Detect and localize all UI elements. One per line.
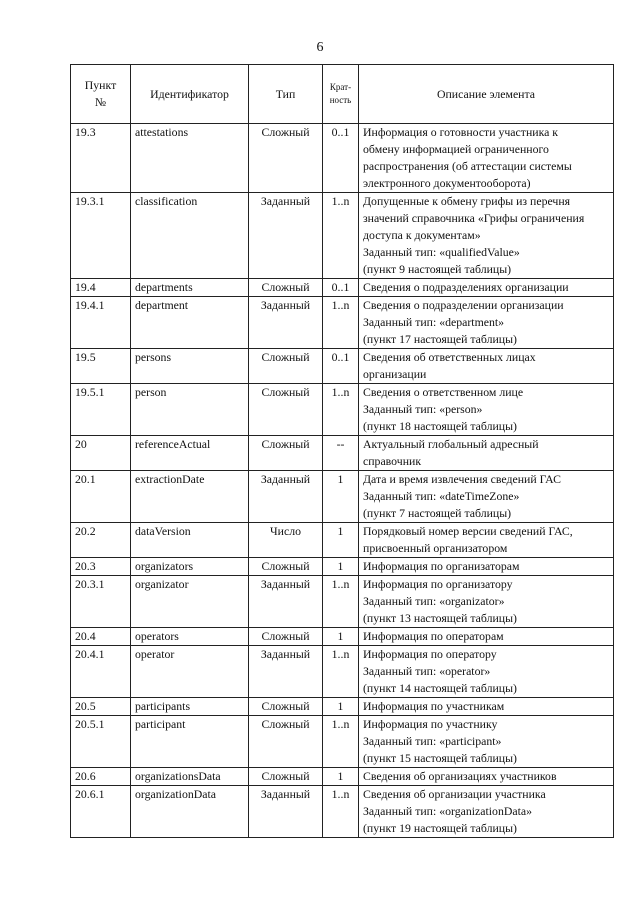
row-multiplicity-cell: -- (323, 436, 359, 471)
row-multiplicity-cell: 0..1 (323, 349, 359, 384)
row-number-cell: 19.5.1 (71, 384, 131, 436)
description-line: (пункт 17 настоящей таблицы) (363, 332, 517, 346)
row-description-cell (359, 471, 614, 523)
row-identifier-cell: department (131, 297, 249, 349)
row-multiplicity-cell: 1..n (323, 384, 359, 436)
description-line: электронного документооборота) (363, 176, 531, 190)
row-type-cell: Сложный (249, 436, 323, 471)
row-number-cell: 19.3 (71, 124, 131, 193)
row-type-cell: Число (249, 523, 323, 558)
row-multiplicity-cell: 1..n (323, 576, 359, 628)
description-line: Актуальный глобальный адресный (363, 437, 539, 451)
header-multiplicity (323, 65, 359, 124)
description-line: (пункт 9 настоящей таблицы) (363, 262, 512, 276)
row-number-cell: 19.3.1 (71, 193, 131, 279)
table-row (71, 436, 614, 471)
row-identifier-cell: operator (131, 646, 249, 698)
row-type-cell: Сложный (249, 698, 323, 716)
row-multiplicity-cell: 1 (323, 558, 359, 576)
row-type-cell: Сложный (249, 349, 323, 384)
row-type-cell: Сложный (249, 124, 323, 193)
row-multiplicity-cell: 1..n (323, 646, 359, 698)
row-identifier-cell: dataVersion (131, 523, 249, 558)
row-multiplicity-cell: 1..n (323, 716, 359, 768)
row-multiplicity-cell: 1..n (323, 786, 359, 838)
description-line: Заданный тип: «participant» (363, 734, 502, 748)
row-number-cell: 20.3 (71, 558, 131, 576)
description-line: обмену информацией ограниченного (363, 142, 549, 156)
row-number-cell: 20.6.1 (71, 786, 131, 838)
table-row (71, 716, 614, 768)
row-number-cell: 19.4.1 (71, 297, 131, 349)
description-line: (пункт 18 настоящей таблицы) (363, 419, 517, 433)
row-description-cell (359, 646, 614, 698)
row-type-cell: Заданный (249, 646, 323, 698)
row-type-cell: Заданный (249, 297, 323, 349)
table-row (71, 646, 614, 698)
description-line: (пункт 7 настоящей таблицы) (363, 506, 512, 520)
header-item-number-line1: Пункт (84, 78, 117, 92)
table-row (71, 576, 614, 628)
row-number-cell: 20.4.1 (71, 646, 131, 698)
row-multiplicity-cell: 1 (323, 768, 359, 786)
description-line: Информация по операторам (363, 629, 504, 643)
row-number-cell: 20.5 (71, 698, 131, 716)
header-type: Тип (249, 65, 323, 124)
header-item-number (71, 65, 131, 124)
row-number-cell: 20.3.1 (71, 576, 131, 628)
description-line: Заданный тип: «qualifiedValue» (363, 245, 520, 259)
row-type-cell: Сложный (249, 716, 323, 768)
row-description-cell (359, 193, 614, 279)
row-number-cell: 20.1 (71, 471, 131, 523)
element-spec-table (70, 64, 614, 838)
row-multiplicity-cell: 0..1 (323, 279, 359, 297)
description-line: (пункт 19 настоящей таблицы) (363, 821, 517, 835)
row-identifier-cell: person (131, 384, 249, 436)
description-line: Сведения о подразделении организации (363, 298, 564, 312)
description-line: значений справочника «Грифы ограничения (363, 211, 585, 225)
description-line: Заданный тип: «department» (363, 315, 505, 329)
description-line: доступа к документам» (363, 228, 481, 242)
description-line: Порядковый номер версии сведений ГАС, (363, 524, 573, 538)
row-multiplicity-cell: 1 (323, 698, 359, 716)
row-multiplicity-cell: 1..n (323, 297, 359, 349)
row-identifier-cell: persons (131, 349, 249, 384)
header-multiplicity-line1: Крат- (329, 82, 352, 92)
description-line: Информация по организаторам (363, 559, 520, 573)
description-line: Сведения о ответственном лице (363, 385, 524, 399)
row-description-cell (359, 716, 614, 768)
description-line: распространения (об аттестации системы (363, 159, 572, 173)
description-line: организации (363, 367, 427, 381)
description-line: Информация о готовности участника к (363, 125, 559, 139)
description-line: Сведения об организации участника (363, 787, 546, 801)
row-type-cell: Заданный (249, 193, 323, 279)
table-header-row (71, 65, 614, 124)
table-row (71, 297, 614, 349)
description-line: Информация по оператору (363, 647, 497, 661)
row-description-cell (359, 576, 614, 628)
description-line: Информация по участнику (363, 717, 498, 731)
row-identifier-cell: participant (131, 716, 249, 768)
row-number-cell: 20 (71, 436, 131, 471)
row-description-cell (359, 349, 614, 384)
description-line: Сведения о подразделениях организации (363, 280, 569, 294)
description-line: Дата и время извлечения сведений ГАС (363, 472, 561, 486)
description-line: Заданный тип: «organizator» (363, 594, 505, 608)
row-type-cell: Сложный (249, 384, 323, 436)
table-row (71, 279, 614, 297)
row-description-cell (359, 628, 614, 646)
table-row (71, 384, 614, 436)
row-multiplicity-cell: 1 (323, 471, 359, 523)
row-description-cell (359, 768, 614, 786)
description-line: Заданный тип: «dateTimeZone» (363, 489, 520, 503)
table-row (71, 786, 614, 838)
header-identifier: Идентификатор (131, 65, 249, 124)
description-line: Информация по участникам (363, 699, 505, 713)
description-line: присвоенный организатором (363, 541, 508, 555)
table-row (71, 768, 614, 786)
header-multiplicity-line2: ность (329, 95, 352, 105)
description-line: Сведения об организациях участников (363, 769, 557, 783)
row-description-cell (359, 786, 614, 838)
table-row (71, 628, 614, 646)
row-description-cell (359, 279, 614, 297)
row-number-cell: 20.4 (71, 628, 131, 646)
row-description-cell (359, 384, 614, 436)
row-identifier-cell: participants (131, 698, 249, 716)
header-description: Описание элемента (359, 65, 614, 124)
description-line: Заданный тип: «organizationData» (363, 804, 533, 818)
row-number-cell: 19.5 (71, 349, 131, 384)
description-line: (пункт 15 настоящей таблицы) (363, 751, 517, 765)
row-type-cell: Сложный (249, 558, 323, 576)
row-identifier-cell: organizationData (131, 786, 249, 838)
row-type-cell: Заданный (249, 786, 323, 838)
description-line: (пункт 13 настоящей таблицы) (363, 611, 517, 625)
row-type-cell: Сложный (249, 279, 323, 297)
description-line: Допущенные к обмену грифы из перечня (363, 194, 571, 208)
description-line: Заданный тип: «person» (363, 402, 483, 416)
table-body (71, 124, 614, 838)
row-type-cell: Сложный (249, 628, 323, 646)
row-description-cell (359, 698, 614, 716)
row-number-cell: 20.6 (71, 768, 131, 786)
row-identifier-cell: departments (131, 279, 249, 297)
table-row (71, 558, 614, 576)
table-row (71, 523, 614, 558)
row-identifier-cell: organizator (131, 576, 249, 628)
table-row (71, 193, 614, 279)
row-description-cell (359, 124, 614, 193)
row-number-cell: 19.4 (71, 279, 131, 297)
row-identifier-cell: operators (131, 628, 249, 646)
row-description-cell (359, 523, 614, 558)
row-identifier-cell: attestations (131, 124, 249, 193)
row-identifier-cell: referenceActual (131, 436, 249, 471)
table-row (71, 349, 614, 384)
description-line: Заданный тип: «operator» (363, 664, 491, 678)
row-number-cell: 20.5.1 (71, 716, 131, 768)
description-line: (пункт 14 настоящей таблицы) (363, 681, 517, 695)
row-description-cell (359, 297, 614, 349)
row-identifier-cell: organizationsData (131, 768, 249, 786)
row-type-cell: Заданный (249, 471, 323, 523)
description-line: Сведения об ответственных лицах (363, 350, 536, 364)
table-row (71, 698, 614, 716)
row-type-cell: Сложный (249, 768, 323, 786)
row-multiplicity-cell: 1 (323, 523, 359, 558)
row-number-cell: 20.2 (71, 523, 131, 558)
row-type-cell: Заданный (249, 576, 323, 628)
row-identifier-cell: organizators (131, 558, 249, 576)
row-identifier-cell: extractionDate (131, 471, 249, 523)
row-description-cell (359, 558, 614, 576)
header-item-number-line2: № (94, 95, 107, 109)
row-identifier-cell: classification (131, 193, 249, 279)
row-description-cell (359, 436, 614, 471)
page-number: 6 (316, 40, 324, 55)
description-line: справочник (363, 454, 422, 468)
table-row (71, 124, 614, 193)
row-multiplicity-cell: 1..n (323, 193, 359, 279)
table-row (71, 471, 614, 523)
row-multiplicity-cell: 0..1 (323, 124, 359, 193)
row-multiplicity-cell: 1 (323, 628, 359, 646)
description-line: Информация по организатору (363, 577, 513, 591)
